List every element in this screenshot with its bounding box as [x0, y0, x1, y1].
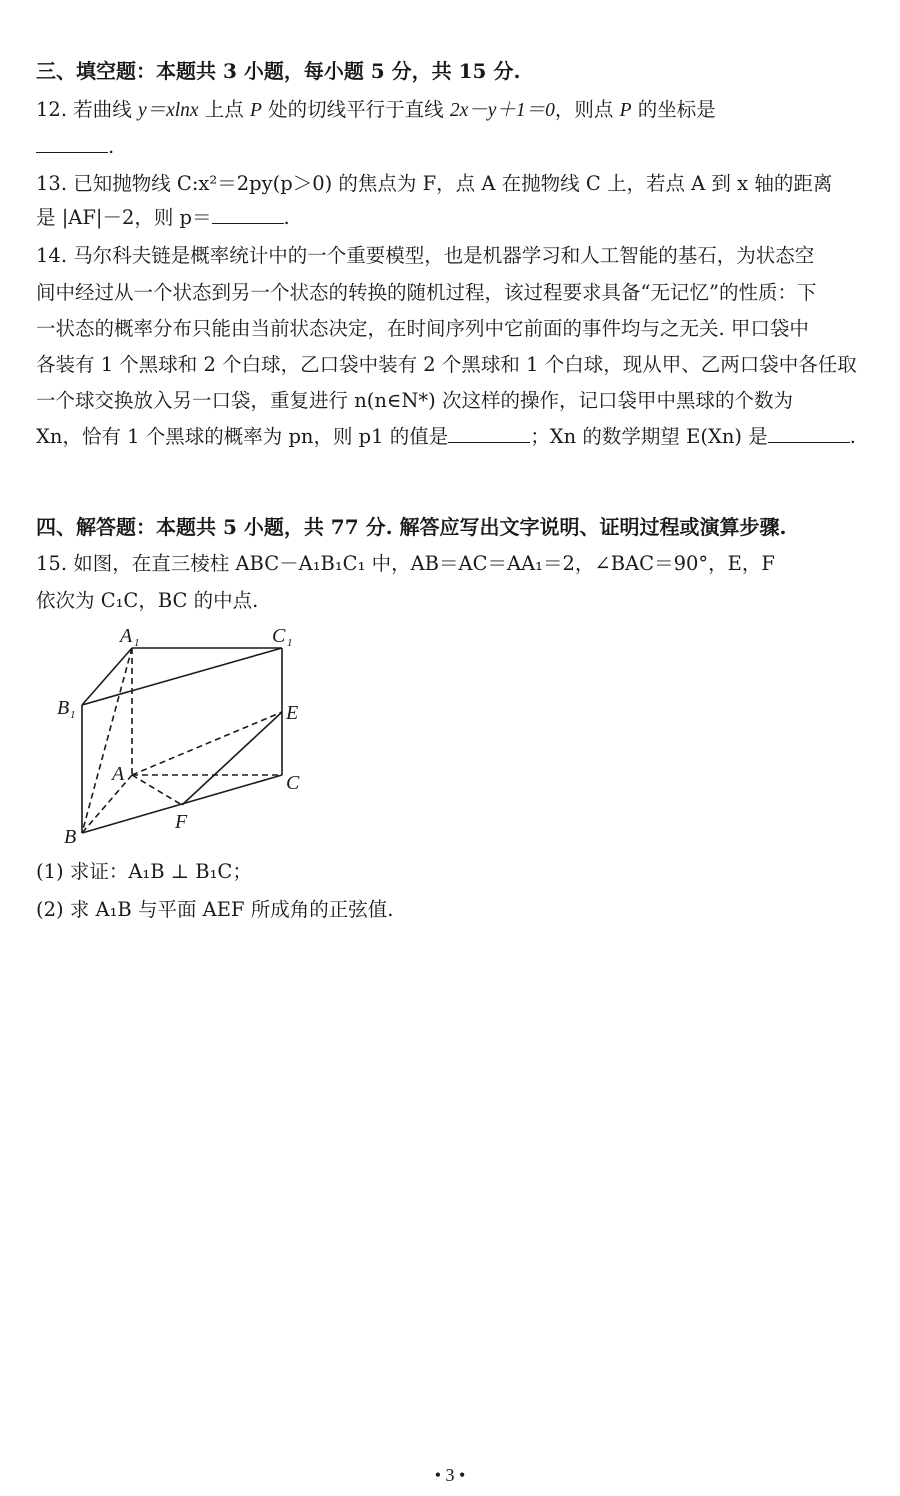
question-number: 13. [36, 172, 68, 195]
q12-text-suffix: ，则点 [554, 98, 614, 121]
label-b1-sub: 1 [70, 709, 76, 721]
q12-line-eq: 2x－y＋1＝0 [449, 100, 555, 121]
q12-text-mid1: 上点 [204, 98, 244, 121]
q13-text-line1: 已知抛物线 C:x²＝2py(p＞0) 的焦点为 F，点 A 在抛物线 C 上，若点 A 到 x 轴的距离 [73, 172, 833, 195]
question-14-line-3: 一状态的概率分布只能由当前状态决定，在时间序列中它前面的事件均与之无关. 甲口袋中 [36, 317, 809, 340]
label-b1: B [57, 697, 70, 719]
label-c: C [286, 772, 300, 794]
label-b: B [64, 826, 77, 848]
question-number: 15. [36, 552, 68, 575]
section-4-heading: 四、解答题：本题共 5 小题，共 77 分. 解答应写出文字说明、证明过程或演算步骤. [36, 515, 787, 539]
label-c1: C [272, 625, 286, 647]
q13-text-line2: 是 |AF|－2，则 p＝ [36, 206, 212, 229]
label-f: F [175, 811, 188, 833]
q12-tail: . [108, 135, 115, 158]
segment-a-e [132, 712, 282, 775]
q12-curve: y＝xlnx [137, 100, 199, 121]
label-e: E [286, 702, 299, 724]
label-a1: A [120, 625, 133, 647]
q15-text-line1: 如图，在直三棱柱 ABC－A₁B₁C₁ 中，AB＝AC＝AA₁＝2，∠BAC＝90°，E，F [73, 552, 775, 575]
label-c1-sub: 1 [287, 637, 293, 649]
q12-text-prefix: 若曲线 [73, 98, 132, 121]
question-15-line-2: 依次为 C₁C，BC 的中点. [36, 589, 259, 612]
label-a1-sub: 1 [134, 637, 140, 649]
q14-text-line1: 马尔科夫链是概率统计中的一个重要模型，也是机器学习和人工智能的基石，为状态空 [73, 244, 815, 267]
edge-b1-c1 [82, 648, 282, 705]
q14-text-line6b: ；Xn 的数学期望 E(Xn) 是 [530, 425, 768, 448]
question-number: 12. [36, 98, 68, 121]
q14-text-line6a: Xn，恰有 1 个黑球的概率为 pn，则 p1 的值是 [36, 425, 449, 448]
segment-a-f [132, 775, 182, 805]
q12-point: P [250, 100, 262, 121]
q12-text-end: 的坐标是 [637, 98, 716, 121]
question-14-line-2: 间中经过从一个状态到另一个状态的转换的随机过程，该过程要求具备“无记忆”的性质：下 [36, 281, 817, 304]
section-3-heading: 三、填空题：本题共 3 小题，每小题 5 分，共 15 分. [36, 59, 521, 83]
q14-text-line6c: . [849, 425, 856, 448]
question-number: 14. [36, 244, 68, 267]
page-number: • 3 • [434, 1465, 466, 1485]
q12-point2: P [619, 100, 632, 121]
label-a: A [112, 763, 125, 785]
question-14-line-4: 各装有 1 个黑球和 2 个白球，乙口袋中装有 2 个黑球和 1 个白球，现从甲、乙两口袋中各任取 [36, 353, 857, 376]
question-15-part-1: (1) 求证：A₁B ⊥ B₁C； [36, 860, 252, 883]
segment-f-e [182, 712, 282, 805]
q13-text-line2-suffix: . [283, 206, 290, 229]
question-15-part-2: (2) 求 A₁B 与平面 AEF 所成角的正弦值. [36, 898, 394, 921]
question-14-line-5: 一个球交换放入另一口袋，重复进行 n(n∈N*) 次这样的操作，记口袋甲中黑球的个数为 [36, 389, 793, 412]
q12-text-mid2: 处的切线平行于直线 [268, 98, 444, 121]
edge-a1-b1 [82, 648, 132, 705]
